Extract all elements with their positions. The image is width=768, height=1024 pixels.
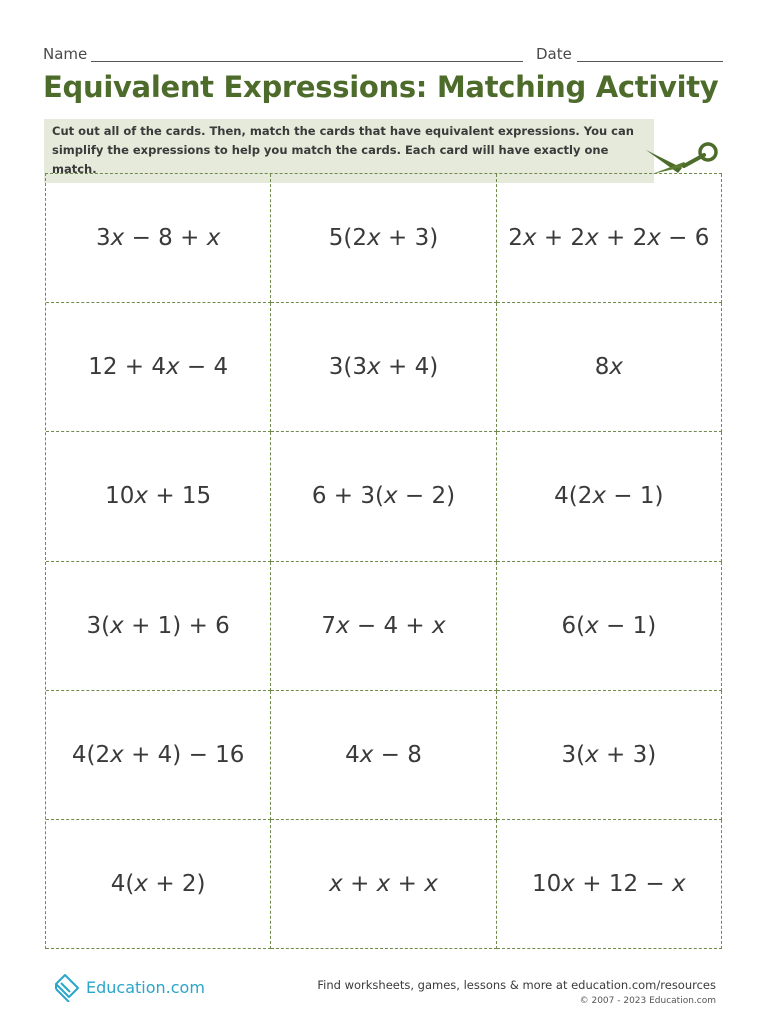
expression-variable: x: [671, 870, 686, 897]
expression-term: + 2: [536, 225, 586, 252]
expression-term: + 1) + 6: [123, 612, 230, 639]
name-line[interactable]: [91, 61, 523, 62]
expression-term: − 8: [373, 741, 422, 768]
instructions-line-2: simplify the expressions to help you match the cards. Each card will have exactly one match.: [52, 143, 609, 176]
expression-term: 4(2: [554, 483, 593, 510]
expression-variable: x: [424, 870, 438, 897]
expression-term: 12 + 4: [88, 354, 166, 381]
expression-variable: x: [585, 225, 599, 252]
expression-variable: x: [647, 225, 661, 252]
expression-term: 2: [508, 225, 523, 252]
expression-term: +: [390, 870, 425, 897]
expression-variable: x: [134, 483, 149, 510]
expression-term: 3: [96, 225, 111, 252]
expression-variable: x: [522, 225, 537, 252]
expression-term: + 2): [148, 870, 206, 897]
expression-variable: x: [206, 225, 221, 252]
education-logo[interactable]: [52, 972, 205, 1002]
expression-card[interactable]: [497, 174, 722, 303]
instructions-line-1: Cut out all of the cards. Then, match the cards that have equivalent expressions. You can: [52, 124, 634, 138]
expression-variable: x: [165, 354, 180, 381]
expression-variable: x: [376, 870, 391, 897]
expression-term: 8: [594, 354, 610, 381]
expression-term: − 1): [606, 483, 664, 510]
expression-term: + 4) − 16: [123, 741, 245, 768]
date-line[interactable]: [577, 61, 723, 62]
expression-term: − 6: [660, 225, 710, 252]
expression-card[interactable]: [271, 820, 496, 949]
expression-card[interactable]: [46, 820, 271, 949]
expression-variable: x: [585, 612, 599, 639]
expression-term: − 2): [397, 483, 456, 510]
expression-term: + 2: [598, 225, 648, 252]
card-expression: [595, 354, 623, 380]
expression-term: + 3): [598, 741, 657, 768]
expression-variable: x: [367, 225, 381, 252]
card-expression: [329, 354, 438, 380]
expression-term: 7: [321, 612, 336, 639]
footer-info: [317, 978, 716, 1006]
expression-variable: x: [110, 225, 125, 252]
expression-variable: x: [585, 741, 599, 768]
expression-term: 6(: [561, 612, 586, 639]
expression-card[interactable]: [497, 432, 722, 561]
expression-card[interactable]: [271, 432, 496, 561]
expression-variable: x: [367, 354, 381, 381]
card-expression: [561, 613, 656, 639]
card-expression: [321, 613, 445, 639]
card-expression: [508, 225, 709, 251]
expression-term: + 3): [380, 225, 439, 252]
expression-card[interactable]: [271, 691, 496, 820]
expression-variable: x: [110, 741, 124, 768]
expression-term: +: [342, 870, 377, 897]
expression-card[interactable]: [497, 820, 722, 949]
card-expression: [96, 225, 220, 251]
expression-variable: x: [110, 612, 124, 639]
expression-variable: x: [384, 483, 398, 510]
expression-term: 10: [532, 870, 562, 897]
expression-card[interactable]: [271, 303, 496, 432]
name-label: Name: [43, 45, 88, 63]
card-expression: [105, 483, 211, 509]
scissors-icon: [644, 138, 720, 178]
expression-variable: x: [134, 870, 149, 897]
card-expression: [554, 483, 663, 509]
card-expression: [329, 871, 438, 897]
expression-term: − 1): [598, 612, 657, 639]
expression-variable: x: [335, 612, 350, 639]
card-grid: [45, 173, 722, 949]
footer-find-link[interactable]: Find worksheets, games, lessons & more at education.com/resources: [317, 978, 716, 992]
expression-term: 3(: [86, 612, 111, 639]
expression-term: 6 + 3(: [311, 483, 384, 510]
card-expression: [312, 483, 455, 509]
expression-card[interactable]: [497, 303, 722, 432]
expression-term: 4(2: [71, 741, 111, 768]
expression-term: − 8 +: [124, 225, 207, 252]
expression-term: + 15: [148, 483, 212, 510]
expression-card[interactable]: [46, 691, 271, 820]
card-expression: [329, 225, 438, 251]
expression-card[interactable]: [46, 432, 271, 561]
expression-term: 3(3: [328, 354, 368, 381]
expression-card[interactable]: [271, 562, 496, 691]
date-label: Date: [536, 45, 572, 63]
expression-term: + 12 −: [574, 870, 672, 897]
education-logo-icon: [52, 972, 82, 1002]
name-date-row: [43, 44, 723, 64]
card-expression: [532, 871, 686, 897]
expression-variable: x: [359, 741, 374, 768]
logo-text: Education.com: [86, 977, 205, 997]
expression-card[interactable]: [271, 174, 496, 303]
expression-card[interactable]: [46, 303, 271, 432]
card-expression: [345, 742, 422, 768]
expression-variable: x: [561, 870, 575, 897]
expression-term: 10: [105, 483, 135, 510]
card-expression: [561, 742, 656, 768]
expression-term: − 4 +: [349, 612, 433, 639]
expression-term: 3(: [561, 741, 586, 768]
worksheet-title: Equivalent Expressions: Matching Activity: [43, 70, 719, 104]
expression-card[interactable]: [497, 562, 722, 691]
expression-variable: x: [609, 354, 623, 381]
card-expression: [72, 742, 245, 768]
expression-variable: x: [432, 612, 446, 639]
card-expression: [111, 871, 206, 897]
expression-term: 4: [345, 741, 360, 768]
expression-term: + 4): [380, 354, 439, 381]
expression-term: 4(: [110, 870, 135, 897]
expression-term: − 4: [179, 354, 229, 381]
footer-copyright: © 2007 - 2023 Education.com: [579, 996, 716, 1006]
expression-card[interactable]: [497, 691, 722, 820]
expression-variable: x: [329, 870, 343, 897]
expression-card[interactable]: [46, 174, 271, 303]
card-expression: [88, 354, 228, 380]
expression-term: 5(2: [328, 225, 368, 252]
card-expression: [87, 613, 230, 639]
expression-variable: x: [592, 483, 606, 510]
expression-card[interactable]: [46, 562, 271, 691]
